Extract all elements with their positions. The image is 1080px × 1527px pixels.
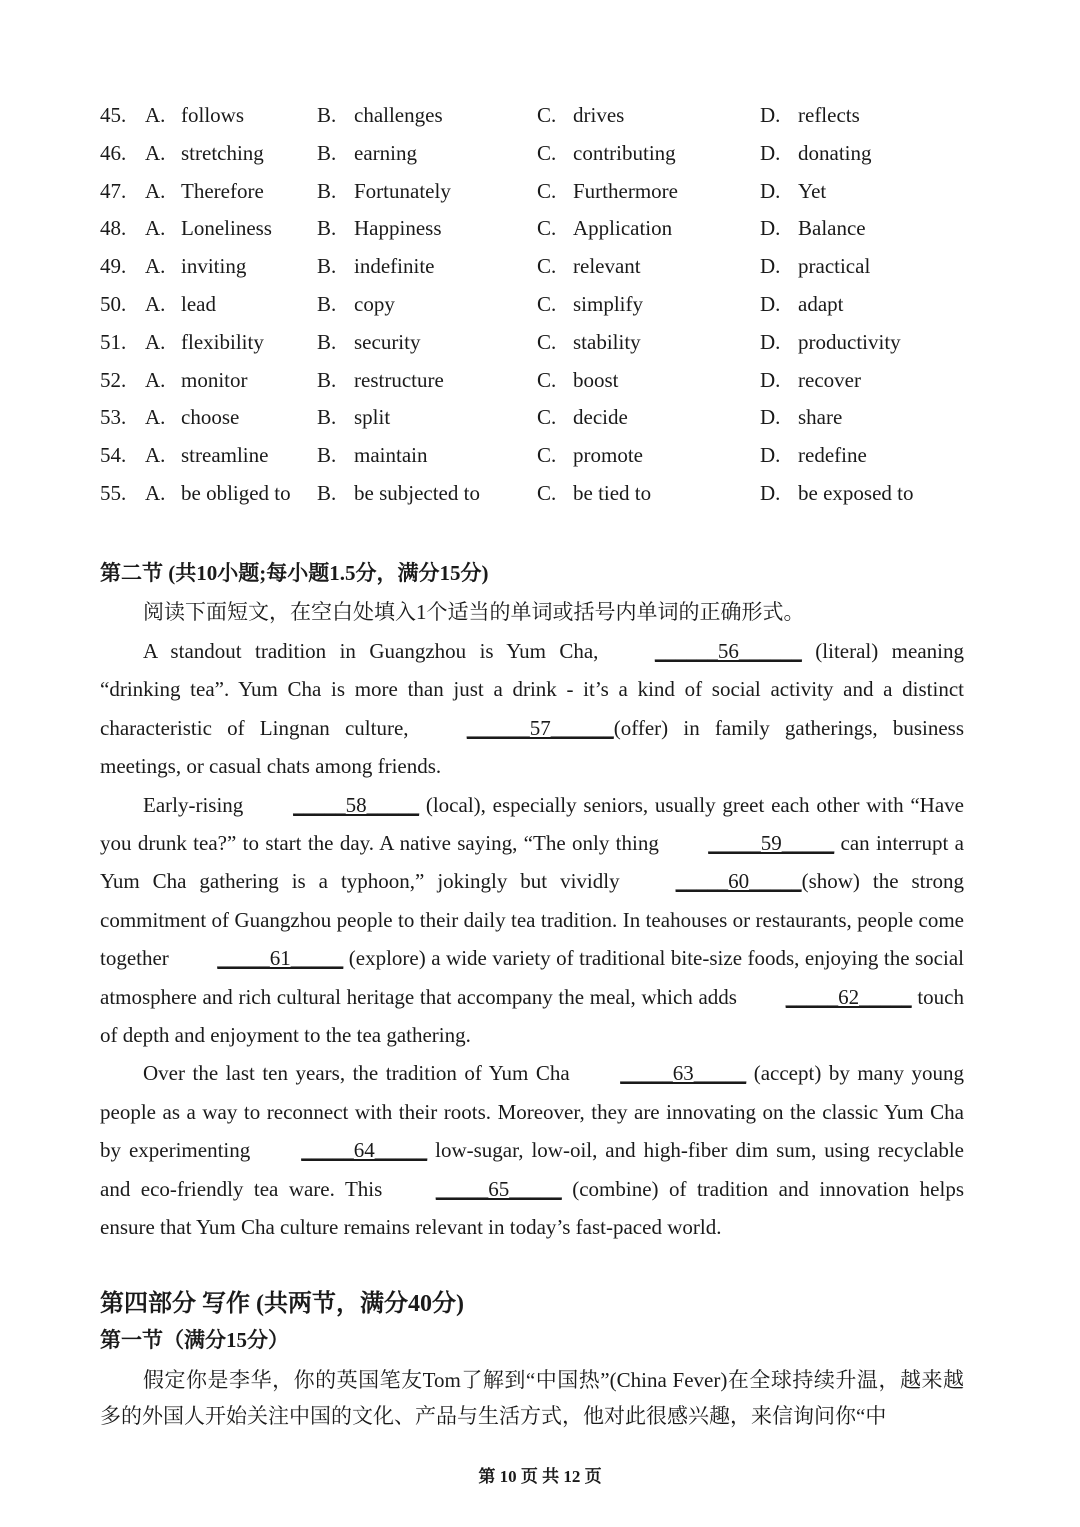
section2-instruction: 阅读下面短文，在空白处填入1个适当的单词或括号内单词的正确形式。 xyxy=(143,600,805,624)
passage-text: touch of depth and enjoyment to the tea gathering. xyxy=(100,984,965,1048)
option-b: copy xyxy=(354,292,395,316)
option-d-label: D. xyxy=(760,367,781,392)
option-a: monitor xyxy=(181,367,248,392)
option-a: flexibility xyxy=(181,329,264,354)
option-c-label: C. xyxy=(537,140,557,165)
option-d-label: D. xyxy=(760,103,781,127)
option-a-label: A. xyxy=(145,292,166,316)
question-number: 48. xyxy=(100,216,127,241)
passage-text: (offer) in family gatherings, business meetings, or casual chats among friends. xyxy=(100,715,964,779)
option-a: Loneliness xyxy=(181,216,272,241)
option-c: decide xyxy=(573,405,628,430)
option-c: simplify xyxy=(573,292,644,316)
option-a: follows xyxy=(181,103,244,127)
option-b-label: B. xyxy=(317,103,337,127)
question-number: 51. xyxy=(100,329,127,354)
passage-text: Early-rising xyxy=(143,792,251,817)
option-c-label: C. xyxy=(537,254,557,279)
option-d: reflects xyxy=(798,103,860,127)
option-d-label: D. xyxy=(760,178,781,203)
option-b-label: B. xyxy=(317,405,337,430)
option-d: recover xyxy=(798,367,861,392)
question-number: 52. xyxy=(100,367,127,392)
option-c-label: C. xyxy=(537,178,557,203)
option-b-label: B. xyxy=(317,481,337,505)
option-c-label: C. xyxy=(537,405,557,430)
option-c: Furthermore xyxy=(573,178,678,203)
option-b: Happiness xyxy=(354,216,442,241)
option-a: Therefore xyxy=(181,178,264,203)
option-d-label: D. xyxy=(760,292,781,316)
option-b: indefinite xyxy=(354,254,435,279)
option-d: redefine xyxy=(798,443,867,468)
option-c: stability xyxy=(573,329,641,354)
question-number: 54. xyxy=(100,443,127,468)
option-a-label: A. xyxy=(145,140,166,165)
option-row xyxy=(100,209,1000,247)
option-row xyxy=(100,172,1000,210)
question-number: 49. xyxy=(100,254,127,279)
option-d-label: D. xyxy=(760,254,781,279)
blank-61: _____61_____ xyxy=(217,946,344,971)
question-number: 45. xyxy=(100,103,127,127)
writing-prompt-text: 假定你是李华，你的英国笔友Tom了解到“中国热”(China Fever)在全球持续升温，越来越多的外国人开始关注中国的文化、产品与生活方式，他对此很感兴趣，来信询问你“中 xyxy=(100,1368,964,1428)
passage-paragraph-3 xyxy=(100,1054,964,1246)
blank-62: _____62_____ xyxy=(785,984,912,1009)
option-row xyxy=(100,285,1000,323)
option-row xyxy=(100,96,1000,134)
blank-56: ______56______ xyxy=(654,639,802,663)
option-c: be tied to xyxy=(573,481,652,505)
part4-heading: 第四部分 写作 (共两节，满分40分) xyxy=(100,1291,464,1317)
option-b-label: B. xyxy=(317,329,337,354)
passage-text: low-sugar, low-oil, and high-fiber dim sum, using recyclable and eco-friendly tea ware. This xyxy=(100,1138,965,1201)
option-d: adapt xyxy=(798,292,844,316)
option-row xyxy=(100,247,1000,285)
option-d: productivity xyxy=(798,329,901,354)
option-row xyxy=(100,323,1000,361)
option-d: be exposed to xyxy=(798,481,914,505)
passage-text: can interrupt a Yum Cha gathering is a typhoon,” jokingly but vividly xyxy=(100,831,965,894)
option-c-label: C. xyxy=(537,292,557,316)
option-d-label: D. xyxy=(760,140,781,165)
option-a: inviting xyxy=(181,254,247,279)
option-a: lead xyxy=(181,292,216,316)
passage-text: (explore) a wide variety of traditional bite-size foods, enjoying the social atmosphere and rich cultural heritage that accompany the meal, which adds xyxy=(100,946,964,1009)
blank-60: _____60_____ xyxy=(675,869,802,894)
option-row xyxy=(100,474,1000,512)
option-a-label: A. xyxy=(145,481,166,505)
passage-text: (combine) of tradition and innovation helps ensure that Yum Cha culture remains relevant in today’s fast-paced world. xyxy=(100,1176,964,1240)
blank-65: _____65_____ xyxy=(435,1176,562,1201)
option-c-label: C. xyxy=(537,367,557,392)
question-number: 46. xyxy=(100,140,127,165)
option-a: streamline xyxy=(181,443,269,468)
option-b: be subjected to xyxy=(354,481,480,505)
option-c: Application xyxy=(573,216,673,241)
option-b: challenges xyxy=(354,103,443,127)
option-d: Balance xyxy=(798,216,866,241)
option-c-label: C. xyxy=(537,103,557,127)
option-d: Yet xyxy=(798,178,827,203)
passage-paragraph-1 xyxy=(100,632,964,786)
blank-58: _____58_____ xyxy=(293,792,420,817)
option-b: split xyxy=(354,405,391,430)
passage-text: (literal) meaning “drinking tea”. Yum Cha is more than just a drink - it’s a kind of social activity and a distinct characteristic of Lingnan culture, xyxy=(100,639,964,740)
option-row xyxy=(100,436,1000,474)
option-a: stretching xyxy=(181,140,264,165)
option-d-label: D. xyxy=(760,481,781,505)
blank-59: _____59_____ xyxy=(708,831,835,856)
option-a-label: A. xyxy=(145,443,166,468)
option-c: boost xyxy=(573,367,619,392)
option-b-label: B. xyxy=(317,216,337,241)
option-c: promote xyxy=(573,443,643,468)
section2-heading: 第二节 (共10小题;每小题1.5分，满分15分) xyxy=(100,561,489,585)
option-a: be obliged to xyxy=(181,481,291,505)
option-c-label: C. xyxy=(537,481,557,505)
option-c-label: C. xyxy=(537,216,557,241)
option-b: maintain xyxy=(354,443,428,468)
option-d-label: D. xyxy=(760,329,781,354)
option-b-label: B. xyxy=(317,178,337,203)
question-number: 53. xyxy=(100,405,127,430)
option-b: Fortunately xyxy=(354,178,451,203)
page-footer: 第 10 页 共 12 页 xyxy=(478,1467,602,1486)
option-b-label: B. xyxy=(317,367,337,392)
option-b: restructure xyxy=(354,367,444,392)
option-c-label: C. xyxy=(537,443,557,468)
option-c: relevant xyxy=(573,254,641,279)
passage-paragraph-2 xyxy=(100,786,964,1055)
option-b-label: B. xyxy=(317,254,337,279)
question-number: 55. xyxy=(100,481,127,505)
option-a-label: A. xyxy=(145,254,166,279)
blank-57: ______57______ xyxy=(466,715,614,740)
option-b-label: B. xyxy=(317,292,337,316)
option-b: security xyxy=(354,329,421,354)
blank-64: _____64_____ xyxy=(301,1138,428,1163)
passage-text: A standout tradition in Guangzhou is Yum Cha, xyxy=(143,639,612,663)
question-number: 47. xyxy=(100,178,127,203)
option-a-label: A. xyxy=(145,178,166,203)
passage-text: (show) the strong commitment of Guangzhou people to their daily tea tradition. In teahouses or restaurants, people come together xyxy=(100,869,964,971)
option-c-label: C. xyxy=(537,329,557,354)
writing-section1-heading: 第一节（满分15分） xyxy=(100,1328,289,1352)
option-b-label: B. xyxy=(317,443,337,468)
option-row xyxy=(100,398,1000,436)
option-d: practical xyxy=(798,254,871,279)
option-d: donating xyxy=(798,140,872,165)
option-c: drives xyxy=(573,103,625,127)
option-a: choose xyxy=(181,405,240,430)
option-d-label: D. xyxy=(760,405,781,430)
question-number: 50. xyxy=(100,292,127,316)
passage-text: (local), especially seniors, usually greet each other with “Have you drunk tea?” to start the day. A native saying, “The only thing xyxy=(100,792,964,856)
blank-63: _____63_____ xyxy=(620,1061,747,1086)
option-d-label: D. xyxy=(760,443,781,468)
option-b-label: B. xyxy=(317,140,337,165)
option-row xyxy=(100,361,1000,399)
option-row xyxy=(100,134,1000,172)
option-d-label: D. xyxy=(760,216,781,241)
option-a-label: A. xyxy=(145,329,166,354)
option-d: share xyxy=(798,405,843,430)
writing-prompt xyxy=(100,1362,964,1434)
passage-text: (accept) by many young people as a way to reconnect with their roots. Moreover, they are innovating on the classic Yum Cha by experimenting xyxy=(100,1061,965,1163)
option-a-label: A. xyxy=(145,367,166,392)
option-c: contributing xyxy=(573,140,676,165)
passage xyxy=(100,632,964,1247)
option-b: earning xyxy=(354,140,417,165)
option-a-label: A. xyxy=(145,216,166,241)
option-a-label: A. xyxy=(145,103,166,127)
passage-text: Over the last ten years, the tradition of Yum Cha xyxy=(143,1061,578,1086)
option-a-label: A. xyxy=(145,405,166,430)
